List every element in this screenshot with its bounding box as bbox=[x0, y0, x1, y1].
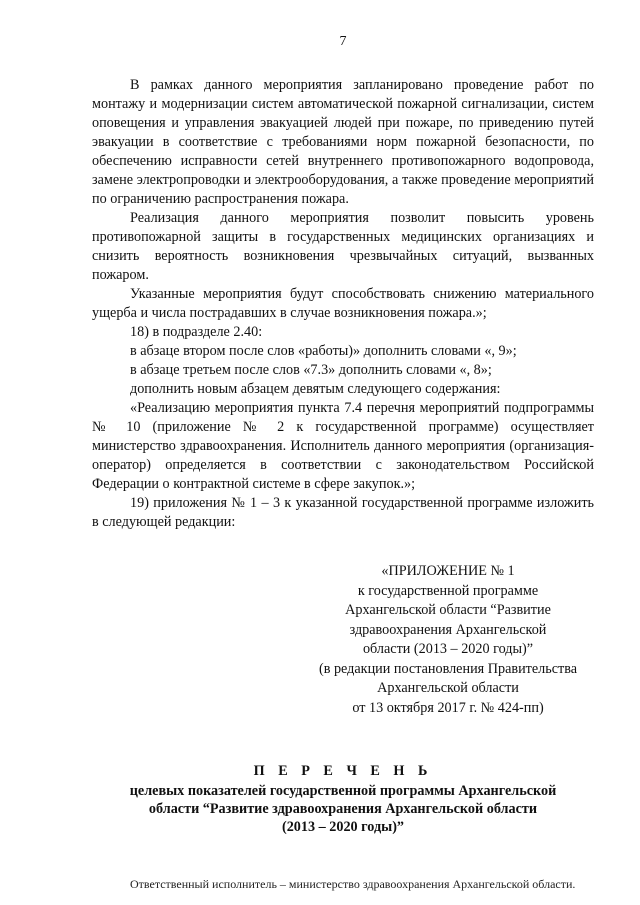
heading-title: П Е Р Е Ч Е Н Ь bbox=[253, 763, 433, 779]
paragraph-implementation-7-4: «Реализацию мероприятия пункта 7.4 перечня мероприятий подпрограммы № 10 (приложение № 2 к государственной программе) осуществляет министерство здравоохранения. Исполнитель данного мероприятия (организация-оператор) определяется в соответствии с законодательством Российской Федерации о контрактной системе в сфере закупок.»; bbox=[92, 400, 594, 492]
page-number: 7 bbox=[339, 34, 347, 49]
appendix-line: (в редакции постановления Правительства bbox=[318, 660, 578, 677]
list-heading bbox=[92, 762, 594, 836]
appendix-line: от 13 октября 2017 г. № 424-пп) bbox=[352, 699, 544, 716]
paragraph-amend-third: в абзаце третьем после слов «7.3» дополнить словами «, 8»; bbox=[130, 362, 492, 378]
paragraph-amend-second: в абзаце втором после слов «работы)» дополнить словами «, 9»; bbox=[130, 343, 517, 359]
appendix-line: Архангельской области bbox=[377, 680, 519, 696]
appendix-line: здравоохранения Архангельской bbox=[349, 621, 547, 638]
body-text bbox=[92, 76, 594, 532]
paragraph-add-ninth: дополнить новым абзацем девятым следующего содержания: bbox=[130, 381, 501, 397]
heading-line: целевых показателей государственной программы Архангельской bbox=[129, 783, 557, 799]
appendix-line: Архангельской области “Развитие bbox=[345, 602, 551, 618]
appendix-line: «ПРИЛОЖЕНИЕ № 1 bbox=[381, 563, 515, 579]
heading-line: (2013 – 2020 годы)” bbox=[281, 819, 405, 835]
paragraph-item-19: 19) приложения № 1 – 3 к указанной государственной программе изложить в следующей редакции: bbox=[92, 495, 594, 530]
appendix-header bbox=[302, 562, 594, 718]
heading-line: области “Развитие здравоохранения Архангельской области bbox=[148, 801, 538, 817]
paragraph-damage-reduction: Указанные мероприятия будут способствовать снижению материального ущерба и числа пострадавших в случае возникновения пожара.»; bbox=[92, 286, 594, 321]
paragraph-implementation-effect: Реализация данного мероприятия позволит повысить уровень противопожарной защиты в государственных медицинских организациях и снизить вероятность возникновения чрезвычайных ситуаций, вызванных пожаром. bbox=[92, 210, 594, 283]
paragraph-item-18: 18) в подразделе 2.40: bbox=[130, 324, 263, 340]
paragraph-fire-alarm-works: В рамках данного мероприятия запланировано проведение работ по монтажу и модернизации систем автоматической пожарной сигнализации, систем оповещения и управления эвакуацией людей при пожарe, по приведению путей эвакуации в соответствие с требованиями норм пожарной безопасности, по обеспечению исправности сетей внутреннего противопожарного водопровода, замене электропроводки и электрооборудования, а также проведение мероприятий по ограничению распространения пожара. bbox=[92, 77, 594, 207]
responsible-executor: Ответственный исполнитель – министерство здравоохранения Архангельской области. bbox=[130, 877, 576, 891]
appendix-line: к государственной программе bbox=[357, 582, 539, 599]
appendix-line: области (2013 – 2020 годы)” bbox=[362, 641, 534, 657]
